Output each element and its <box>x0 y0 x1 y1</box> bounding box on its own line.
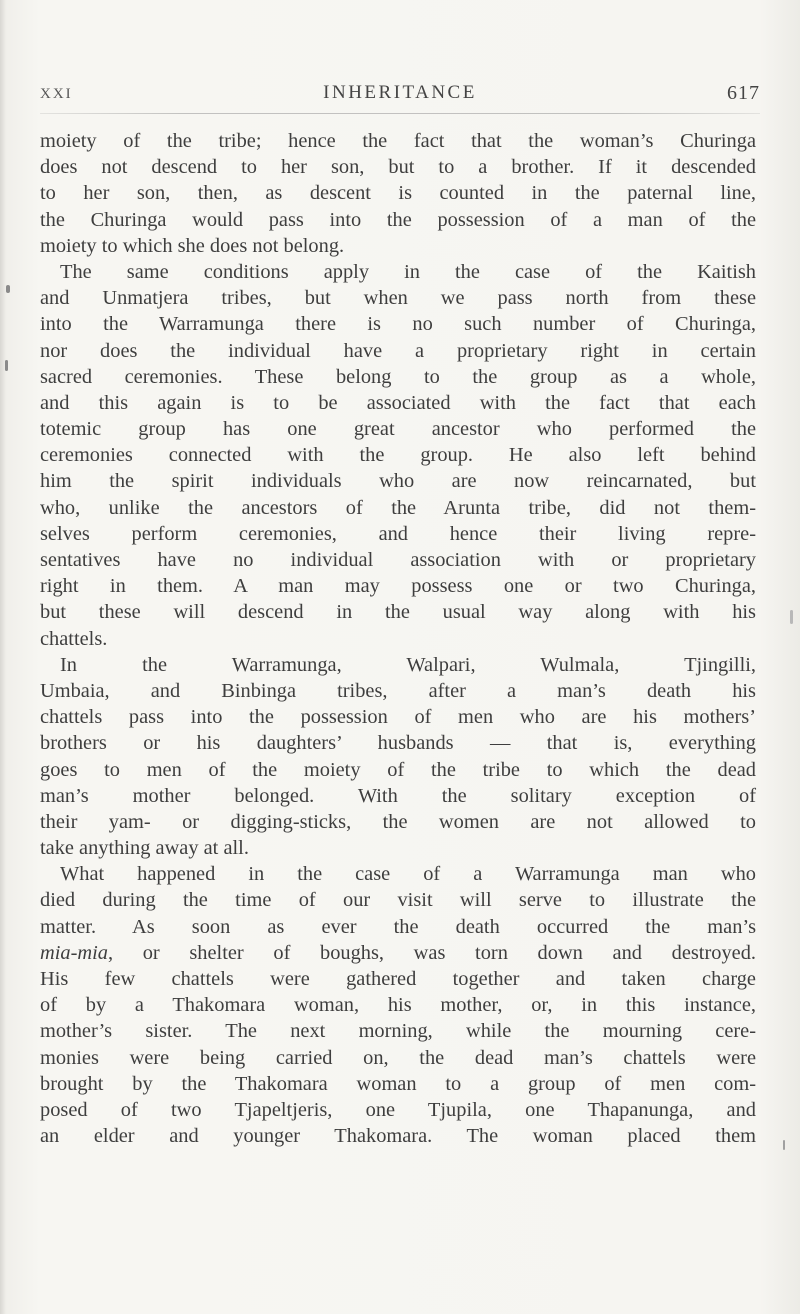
text-line: totemic group has one great ancestor who performed the <box>40 418 756 441</box>
text-line: brought by the Thakomara woman to a group of men com- <box>40 1072 756 1095</box>
body-text <box>40 128 756 1149</box>
text-line: to her son, then, as descent is counted in the paternal line, <box>40 182 756 205</box>
margin-speck <box>790 610 793 624</box>
text-line: into the Warramunga there is no such number of Churinga, <box>40 313 756 336</box>
margin-speck <box>783 1140 785 1150</box>
text-line: who, unlike the ancestors of the Arunta tribe, did not them- <box>40 496 756 519</box>
text-line: died during the time of our visit will serve to illustrate the <box>40 889 756 912</box>
text-line: Umbaia, and Binbinga tribes, after a man’s death his <box>40 679 756 702</box>
text-line: moiety to which she does not belong. <box>40 234 345 257</box>
text-line: posed of two Tjapeltjeris, one Tjupila, one Thapanunga, and <box>40 1098 756 1121</box>
text-line <box>40 940 756 966</box>
text-line: brothers or his daughters’ husbands — that is, everything <box>40 732 756 755</box>
text-line: does not descend to her son, but to a brother. If it descended <box>40 156 756 179</box>
text-line: sentatives have no individual association with or proprietary <box>40 549 756 571</box>
running-title: INHERITANCE <box>323 82 477 103</box>
text-line: and this again is to be associated with the fact that each <box>40 391 756 414</box>
header-rule <box>40 113 760 114</box>
text-line: monies were being carried on, the dead man’s chattels were <box>40 1046 756 1069</box>
text-line: take anything away at all. <box>40 837 249 860</box>
text-line: nor does the individual have a proprietary right in certain <box>40 339 756 362</box>
text-line: ceremonies connected with the group. He also left behind <box>40 444 756 467</box>
text-line: chattels pass into the possession of men who are his mothers’ <box>40 706 756 729</box>
text-line: man’s mother belonged. With the solitary exception of <box>40 784 756 807</box>
text-line: selves perform ceremonies, and hence their living repre- <box>40 522 756 545</box>
text-line: of by a Thakomara woman, his mother, or, in this instance, <box>40 994 756 1017</box>
text-line: sacred ceremonies. These belong to the group as a whole, <box>40 365 756 388</box>
paragraph-start-line: The same conditions apply in the case of the Kaitish <box>60 260 756 283</box>
text-line: him the spirit individuals who are now reincarnated, but <box>40 470 756 493</box>
page-gutter-shadow <box>0 0 6 1314</box>
text-line: the Churinga would pass into the possession of a man of the <box>40 208 756 231</box>
running-header <box>40 82 760 112</box>
text-line: goes to men of the moiety of the tribe to which the dead <box>40 758 756 781</box>
text-line: mother’s sister. The next morning, while the mourning cere- <box>40 1020 756 1043</box>
text-line: matter. As soon as ever the death occurred the man’s <box>40 915 756 938</box>
page-number: 617 <box>727 82 760 104</box>
text-line: moiety of the tribe; hence the fact that the woman’s Churinga <box>40 130 756 152</box>
text-line: right in them. A man may possess one or two Churinga, <box>40 575 756 598</box>
paragraph-start-line: What happened in the case of a Warramunga man who <box>60 863 756 886</box>
text-line: and Unmatjera tribes, but when we pass north from these <box>40 287 756 310</box>
italic-term: mia-mia <box>40 941 108 964</box>
text-line-continuation: , or shelter of boughs, was torn down and destroyed. <box>107 941 756 964</box>
chapter-number: XXI <box>40 86 73 102</box>
margin-speck <box>6 285 10 293</box>
text-line: but these will descend in the usual way along with his <box>40 601 756 624</box>
text-line: an elder and younger Thakomara. The woman placed them <box>40 1125 756 1148</box>
text-line: their yam- or digging-sticks, the women are not allowed to <box>40 810 756 833</box>
margin-speck <box>5 360 8 371</box>
paragraph-start-line: In the Warramunga, Walpari, Wulmala, Tjingilli, <box>60 653 756 676</box>
text-line: chattels. <box>40 627 108 650</box>
text-line: His few chattels were gathered together and taken charge <box>40 968 756 990</box>
